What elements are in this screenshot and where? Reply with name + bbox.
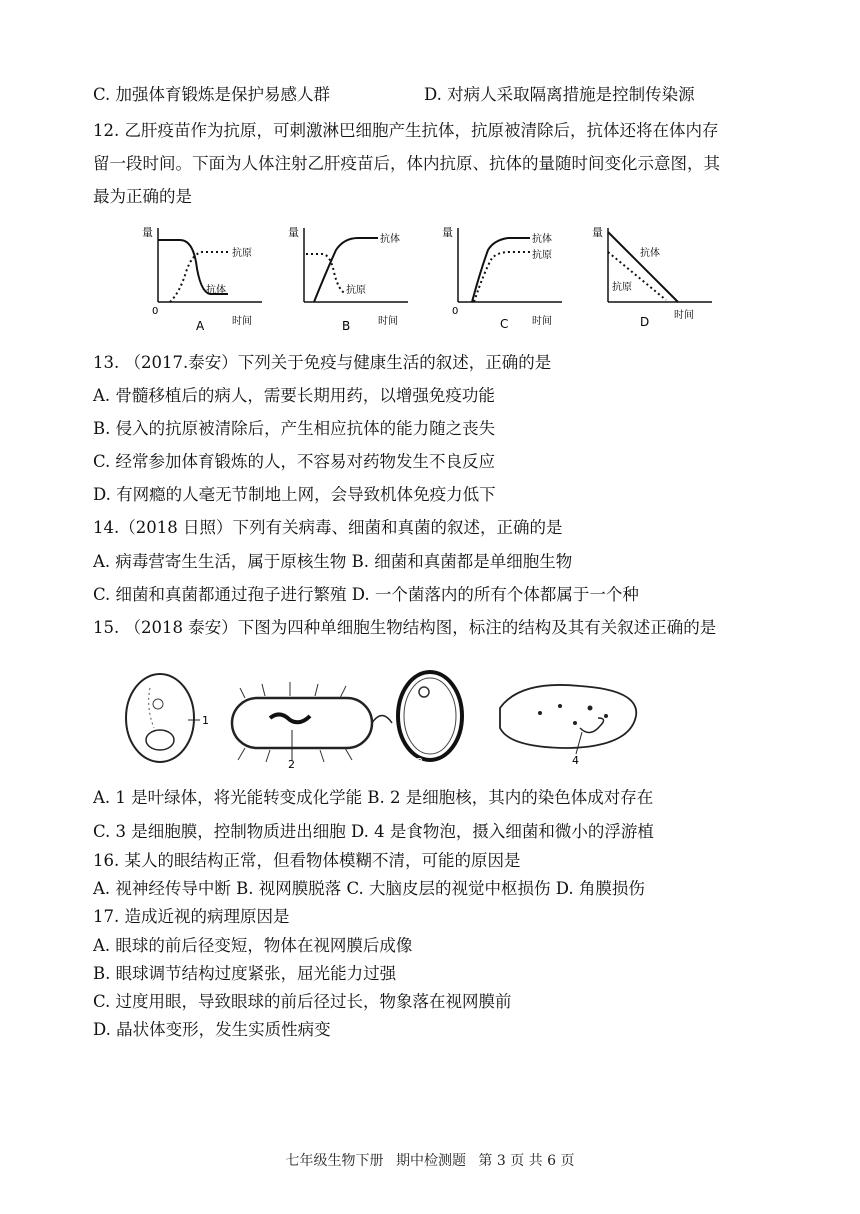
q17-option-a: A. 眼球的前后径变短，物体在视网膜后成像: [93, 936, 413, 955]
q12-stem-line2: 留一段时间。下面为人体注射乙肝疫苗后，体内抗原、抗体的量随时间变化示意图，其: [93, 154, 720, 173]
graph-x-label: 时间: [532, 316, 552, 327]
graph-d: [590, 222, 720, 337]
cell-label: 4: [572, 754, 579, 767]
cell-label: 2: [288, 758, 295, 768]
q14-stem: 14.（2018 日照）下列有关病毒、细菌和真菌的叙述，正确的是: [93, 518, 563, 537]
q13-option-b: B. 侵入的抗原被清除后，产生相应抗体的能力随之丧失: [93, 419, 496, 438]
antibody-label: 抗体: [206, 285, 226, 296]
graph-origin: 0: [452, 306, 459, 317]
graph-x-label: 时间: [378, 316, 398, 327]
footer-page-number: 第 3 页 共 6 页: [478, 1153, 575, 1169]
graph-x-label: 时间: [674, 310, 694, 321]
graph-y-label: 量: [442, 226, 453, 239]
antibody-label: 抗体: [640, 248, 660, 259]
graph-y-label: 量: [592, 226, 603, 239]
q16-stem: 16. 某人的眼结构正常，但看物体模糊不清，可能的原因是: [93, 851, 521, 870]
cell-3: [398, 672, 462, 768]
graph-y-label: 量: [142, 226, 153, 239]
graph-letter: C: [500, 317, 509, 331]
q17-option-d: D. 晶状体变形，发生实质性病变: [93, 1020, 331, 1039]
footer-exam: 期中检测题: [395, 1153, 466, 1169]
q17-option-c: C. 过度用眼，导致眼球的前后径过长，物象落在视网膜前: [93, 992, 512, 1011]
q13-stem: 13. （2017.泰安）下列关于免疫与健康生活的叙述，正确的是: [93, 353, 552, 372]
antigen-label: 抗原: [232, 248, 252, 259]
footer-book: 七年级生物下册: [285, 1153, 384, 1169]
q14-options-cd: C. 细菌和真菌都通过孢子进行繁殖 D. 一个菌落内的所有个体都属于一个种: [93, 585, 639, 604]
antigen-label: 抗原: [532, 250, 552, 261]
cell-1: [126, 674, 209, 762]
q17-stem: 17. 造成近视的病理原因是: [93, 907, 290, 926]
graph-letter: B: [342, 319, 351, 333]
graph-a: [140, 222, 270, 337]
graph-c: [440, 222, 570, 337]
cell-2: [232, 682, 392, 768]
q15-stem: 15. （2018 泰安）下图为四种单细胞生物结构图，标注的结构及其有关叙述正确的是: [93, 618, 717, 637]
q11-option-c: C. 加强体育锻炼是保护易感人群: [93, 85, 331, 104]
graph-letter: D: [640, 315, 650, 329]
q11-option-d: D. 对病人采取隔离措施是控制传染源: [424, 85, 695, 104]
graph-origin: 0: [152, 306, 159, 317]
graph-b: [286, 222, 416, 337]
q12-stem-line1: 12. 乙肝疫苗作为抗原，可刺激淋巴细胞产生抗体，抗原被清除后，抗体还将在体内存: [93, 121, 719, 140]
page-footer: [0, 1150, 860, 1170]
antigen-label: 抗原: [346, 285, 366, 296]
antigen-curve: [474, 252, 530, 302]
antibody-label: 抗体: [380, 234, 400, 245]
antibody-curve: [472, 238, 530, 302]
cell-label: 1: [202, 714, 209, 727]
q12-stem-line3: 最为正确的是: [93, 187, 192, 206]
q16-options: A. 视神经传导中断 B. 视网膜脱落 C. 大脑皮层的视觉中枢损伤 D. 角膜损伤: [93, 879, 645, 898]
cell-4: [500, 685, 636, 767]
antigen-label: 抗原: [612, 282, 632, 293]
cell-label: 3: [416, 756, 423, 768]
single-cell-organisms-figure: [120, 668, 660, 772]
q15-options-ab: A. 1 是叶绿体，将光能转变成化学能 B. 2 是细胞核，其内的染色体成对存在: [93, 788, 654, 807]
graph-y-label: 量: [288, 226, 299, 239]
graph-letter: A: [196, 319, 205, 333]
graph-x-label: 时间: [232, 316, 252, 327]
q17-option-b: B. 眼球调节结构过度紧张，屈光能力过强: [93, 964, 397, 983]
q13-option-d: D. 有网瘾的人毫无节制地上网，会导致机体免疫力低下: [93, 485, 496, 504]
q13-option-a: A. 骨髓移植后的病人，需要长期用药，以增强免疫功能: [93, 386, 495, 405]
antibody-label: 抗体: [532, 234, 552, 245]
q14-options-ab: A. 病毒营寄生生活，属于原核生物 B. 细菌和真菌都是单细胞生物: [93, 552, 573, 571]
q15-options-cd: C. 3 是细胞膜，控制物质进出细胞 D. 4 是食物泡，摄入细菌和微小的浮游植: [93, 822, 654, 841]
q13-option-c: C. 经常参加体育锻炼的人，不容易对药物发生不良反应: [93, 452, 496, 471]
